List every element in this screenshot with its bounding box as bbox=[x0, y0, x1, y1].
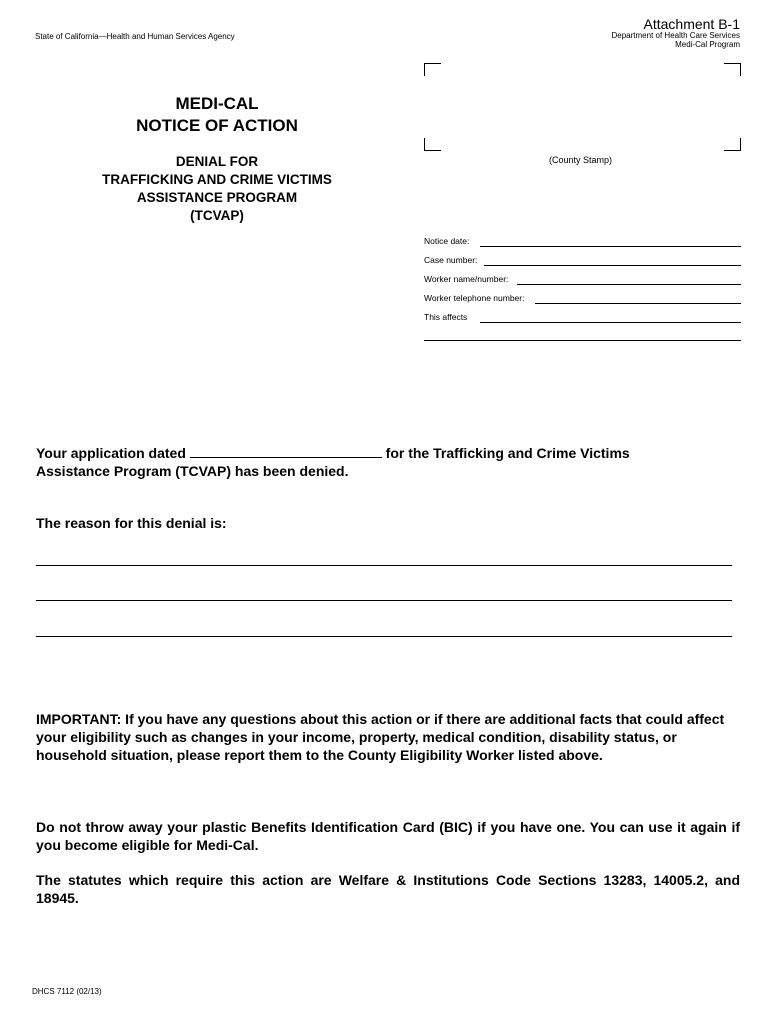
worker-phone-label: Worker telephone number: bbox=[424, 293, 525, 303]
stamp-corner-bottom-right bbox=[724, 138, 741, 151]
notice-date-label: Notice date: bbox=[424, 236, 470, 246]
stamp-corner-top-left bbox=[424, 63, 441, 76]
program-name: Medi-Cal Program bbox=[675, 40, 740, 49]
this-affects-label: This affects bbox=[424, 312, 468, 322]
subtitle-line-3: ASSISTANCE PROGRAM bbox=[136, 190, 298, 205]
case-number-field[interactable] bbox=[484, 265, 741, 266]
case-number-label: Case number: bbox=[424, 255, 478, 265]
this-affects-field[interactable] bbox=[480, 322, 741, 323]
worker-name-field[interactable] bbox=[517, 284, 741, 285]
reason-line-2[interactable] bbox=[36, 600, 732, 601]
form-number: DHCS 7112 (02/13) bbox=[32, 987, 102, 996]
application-statement bbox=[36, 443, 736, 480]
attachment-label: Attachment B-1 bbox=[643, 16, 740, 32]
stamp-corner-top-right bbox=[724, 63, 741, 76]
this-affects-field-2[interactable] bbox=[424, 340, 741, 341]
reason-heading: The reason for this denial is: bbox=[36, 515, 227, 531]
statutes-paragraph: The statutes which require this action are Welfare & Institutions Code Sections 13283, 14005.2, and 18945. bbox=[36, 872, 740, 906]
page-title bbox=[97, 93, 337, 137]
worker-phone-field[interactable] bbox=[535, 303, 741, 304]
important-paragraph: IMPORTANT: If you have any questions about this action or if there are additional facts that could affect your eligibility such as changes in your income, property, medical condition, disability status, or household situation, please report them to the County Eligibility Worker listed above. bbox=[36, 711, 725, 763]
page-subtitle bbox=[67, 153, 367, 225]
application-date-field[interactable] bbox=[190, 443, 382, 458]
worker-name-label: Worker name/number: bbox=[424, 274, 509, 284]
notice-date-field[interactable] bbox=[480, 246, 741, 247]
stamp-corner-bottom-left bbox=[424, 138, 441, 151]
county-stamp-label: (County Stamp) bbox=[549, 155, 613, 165]
agency-name: State of California—Health and Human Services Agency bbox=[35, 32, 235, 41]
application-text-start: Your application dated bbox=[36, 445, 186, 461]
title-line-2: NOTICE OF ACTION bbox=[136, 116, 298, 135]
title-line-1: MEDI-CAL bbox=[175, 94, 259, 113]
subtitle-line-2: TRAFFICKING AND CRIME VICTIMS bbox=[102, 172, 332, 187]
subtitle-line-4: (TCVAP) bbox=[190, 208, 244, 223]
application-text-end: for the Trafficking and Crime Victims bbox=[385, 445, 630, 461]
application-text-line-2: Assistance Program (TCVAP) has been denied. bbox=[36, 463, 349, 479]
bic-paragraph: Do not throw away your plastic Benefits Identification Card (BIC) if you have one. You can use it again if you become eligible for Medi-Cal. bbox=[36, 819, 740, 853]
reason-line-1[interactable] bbox=[36, 565, 732, 566]
department-name: Department of Health Care Services bbox=[611, 31, 740, 40]
subtitle-line-1: DENIAL FOR bbox=[175, 154, 259, 169]
reason-line-3[interactable] bbox=[36, 636, 732, 637]
